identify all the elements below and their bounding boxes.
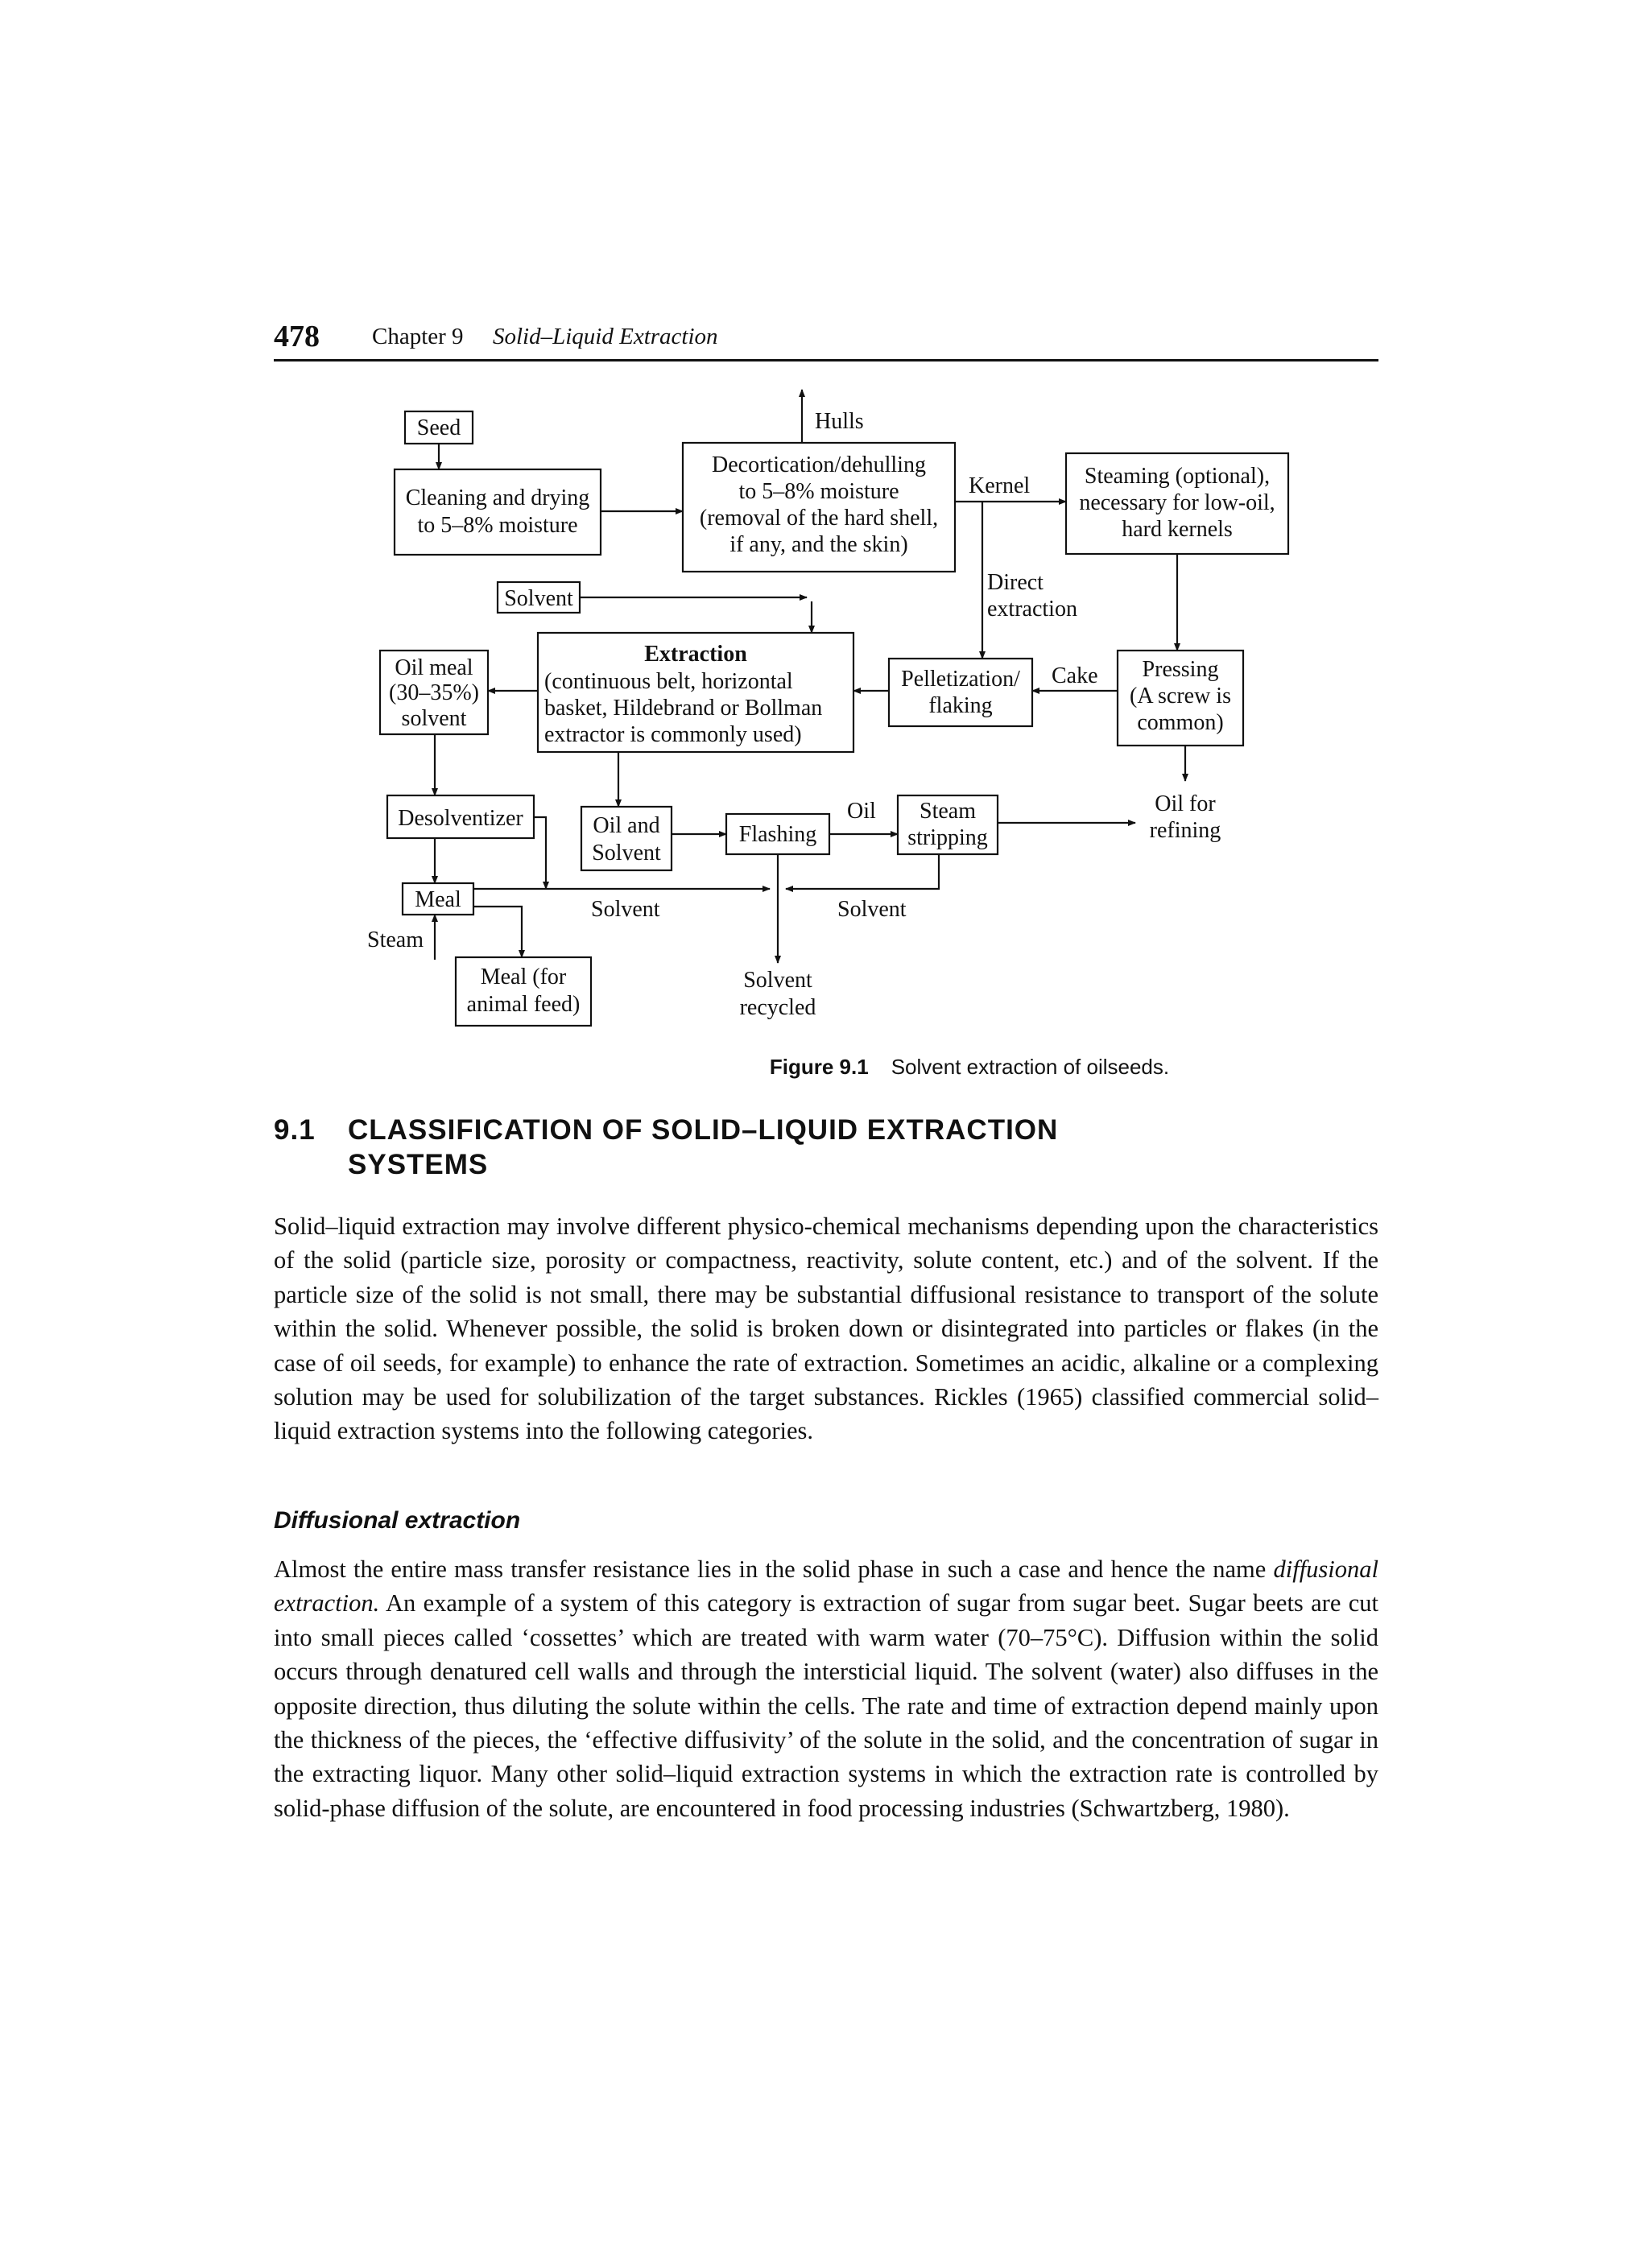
subsection-heading: Diffusional extraction	[274, 1507, 521, 1534]
figure-label: Figure 9.1	[769, 1055, 869, 1079]
pressing-line2: (A screw is	[1130, 684, 1231, 708]
hulls-label: Hulls	[815, 409, 864, 434]
steaming-line1: Steaming (optional),	[1084, 464, 1271, 489]
figure-caption-text: Solvent extraction of oilseeds.	[891, 1055, 1170, 1079]
refining-line2: refining	[1149, 818, 1221, 843]
steaming-line3: hard kernels	[1122, 517, 1233, 542]
pellet-line2: flaking	[928, 693, 993, 718]
oilsolvent-line1: Oil and	[593, 813, 660, 838]
oilmeal-line3: solvent	[401, 706, 467, 731]
paragraph-2-part2: An example of a system of this category is extraction of sugar from sugar beet. Sugar beets are cut into small pieces called ‘cossettes’ which are treated with warm water (70–75°C). Diffusion within the solid occurs through denatured cell walls and through the intersticial liquid. The solvent (water) also diffuses in the opposite direction, thus diluting the solute within the cells. The rate and time of extraction depend mainly upon the thickness of the pieces, the ‘effective diffusivity’ of the solute in the solid, and the concentration of sugar in the extracting liquor. Many other solid–liquid extraction systems in which the extraction rate is controlled by solid-phase diffusion of the solute, are encountered in food processing industries (Schwartzberg, 1980).	[274, 1589, 1378, 1822]
extraction-title: Extraction	[644, 642, 747, 667]
section-number: 9.1	[274, 1114, 316, 1146]
decort-line1: Decortication/dehulling	[712, 452, 926, 477]
cleaning-line2: to 5–8% moisture	[417, 513, 578, 538]
steaming-line2: necessary for low-oil,	[1079, 490, 1275, 515]
paragraph-1: Solid–liquid extraction may involve different physico-chemical mechanisms depending upon the characteristics of the solid (particle size, porosity or compactness, reactivity, solute content, etc.) and of the solvent. If the particle size of the solid is not small, there may be substantial diffusional resistance to transport of the solute within the solid. Whenever possible, the solid is broken down or disintegrated into particles or flakes (in the case of oil seeds, for example) to enhance the rate of extraction. Sometimes an acidic, alkaline or a complexing solution may be used for solubilization of the target substances. Rickles (1965) classified commercial solid–liquid extraction systems into the following categories.	[274, 1212, 1378, 1445]
decort-line2: to 5–8% moisture	[738, 479, 899, 504]
extraction-line1: (continuous belt, horizontal	[544, 669, 793, 694]
solvent-left-label: Solvent	[591, 897, 660, 922]
oil-label: Oil	[847, 799, 876, 824]
seed-label: Seed	[416, 415, 461, 440]
page-number: 478	[274, 320, 320, 353]
stripping-line1: Steam	[920, 799, 976, 824]
arrow-desolv-solvent	[534, 817, 546, 889]
oilsolvent-line2: Solvent	[592, 841, 661, 865]
decort-line3: (removal of the hard shell,	[699, 506, 939, 531]
flow-diagram	[0, 0, 1649, 1047]
oilmeal-line2: (30–35%)	[389, 680, 479, 705]
pellet-line1: Pelletization/	[901, 667, 1020, 692]
recycled-line1: Solvent	[743, 968, 812, 993]
oilmeal-line1: Oil meal	[395, 655, 473, 680]
section-heading	[274, 1114, 1059, 1180]
direct-line2: extraction	[987, 597, 1077, 622]
section-title-line2: SYSTEMS	[348, 1149, 489, 1180]
kernel-label: Kernel	[969, 473, 1031, 498]
decort-line4: if any, and the skin)	[729, 532, 908, 557]
refining-line1: Oil for	[1155, 791, 1216, 816]
section-title-line1: CLASSIFICATION OF SOLID–LIQUID EXTRACTION	[348, 1114, 1059, 1146]
cake-label: Cake	[1052, 663, 1098, 688]
pressing-line3: common)	[1137, 710, 1224, 735]
solvent-in-label: Solvent	[504, 586, 573, 611]
cleaning-line1: Cleaning and drying	[405, 485, 590, 510]
figure-caption	[0, 1055, 1649, 1080]
paragraph-2-italic: diffusional extraction.	[274, 1555, 1378, 1617]
flashing-label: Flashing	[738, 822, 817, 847]
extraction-line2: basket, Hildebrand or Bollman	[544, 696, 823, 721]
mealfeed-line1: Meal (for	[480, 965, 567, 989]
paragraph-2-part1: Almost the entire mass transfer resistance lies in the solid phase in such a case and hence the name	[274, 1555, 1274, 1583]
chapter-title: Solid–Liquid Extraction	[493, 324, 718, 349]
steam-label: Steam	[367, 927, 424, 952]
meal-label: Meal	[415, 887, 461, 912]
cleaning-box	[395, 469, 601, 555]
extraction-line3: extractor is commonly used)	[544, 722, 802, 747]
recycled-line2: recycled	[739, 995, 816, 1020]
solvent-right-label: Solvent	[837, 897, 907, 922]
paragraph-2	[274, 1552, 1378, 1825]
chapter-label: Chapter 9	[372, 324, 464, 349]
arrow-stripping-solvent	[786, 854, 939, 889]
mealfeed-line2: animal feed)	[466, 992, 581, 1017]
arrow-meal-feed	[473, 907, 522, 957]
stripping-line2: stripping	[907, 825, 988, 850]
pressing-line1: Pressing	[1142, 657, 1219, 682]
direct-line1: Direct	[987, 570, 1044, 595]
desolventizer-label: Desolventizer	[398, 806, 523, 831]
